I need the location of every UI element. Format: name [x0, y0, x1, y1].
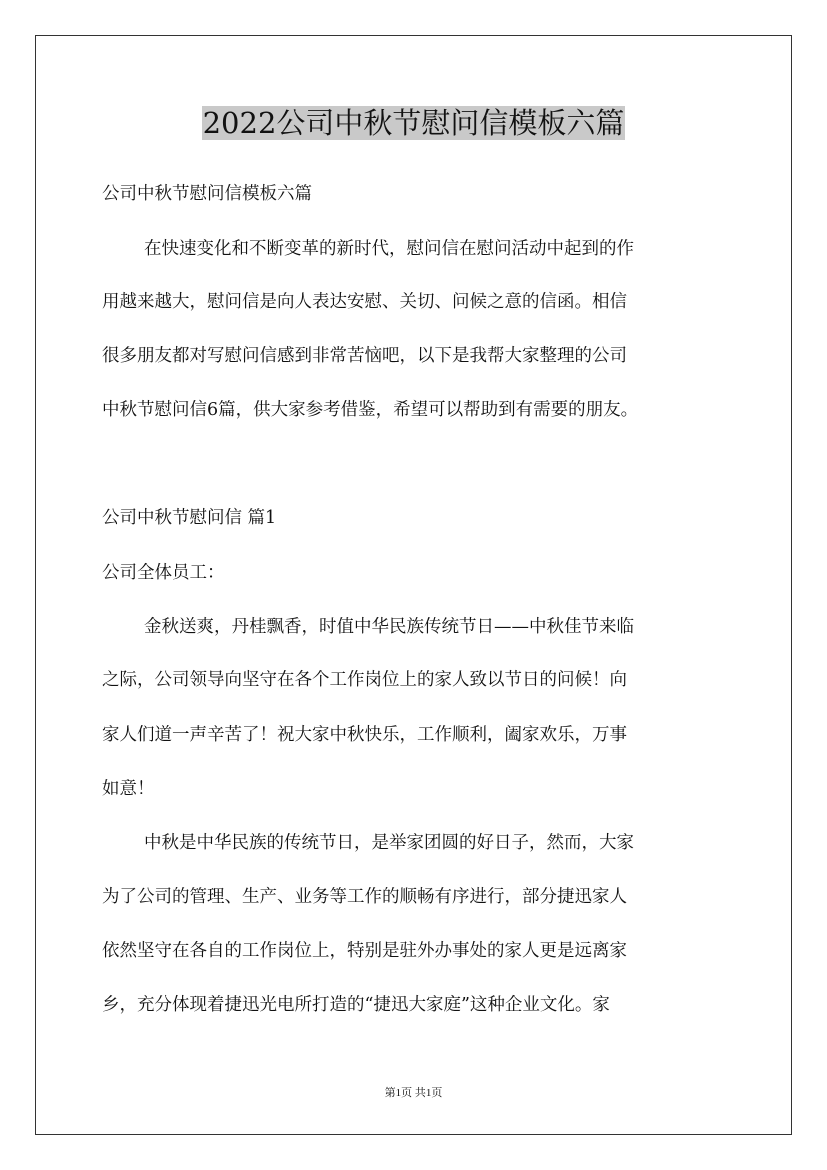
paragraph-line: 金秋送爽，丹桂飘香，时值中华民族传统节日——中秋佳节来临 — [144, 617, 634, 637]
intro-line: 在快速变化和不断变革的新时代，慰问信在慰问活动中起到的作 — [144, 239, 634, 259]
document-title-text: 2022公司中秋节慰问信模板六篇 — [202, 106, 625, 140]
intro-line: 用越来越大，慰问信是向人表达安慰、关切、问候之意的信函。相信 — [102, 292, 627, 312]
page-footer: 第1页 共1页 — [384, 1087, 443, 1099]
document-title — [0, 103, 827, 143]
intro-line: 中秋节慰问信6篇，供大家参考借鉴，希望可以帮助到有需要的朋友。 — [102, 400, 639, 420]
paragraph-line: 乡，充分体现着捷迅光电所打造的“捷迅大家庭”这种企业文化。家 — [102, 995, 610, 1015]
paragraph-line: 依然坚守在各自的工作岗位上，特别是驻外办事处的家人更是远离家 — [102, 941, 627, 961]
salutation: 公司全体员工： — [102, 563, 225, 583]
paragraph-line: 中秋是中华民族的传统节日，是举家团圆的好日子，然而，大家 — [144, 833, 634, 853]
paragraph-line: 为了公司的管理、生产、业务等工作的顺畅有序进行，部分捷迅家人 — [102, 887, 627, 907]
section-heading: 公司中秋节慰问信 篇1 — [102, 508, 277, 528]
paragraph-line: 家人们道一声辛苦了！祝大家中秋快乐，工作顺利，阖家欢乐，万事 — [102, 725, 627, 745]
paragraph-line: 如意！ — [102, 779, 155, 799]
intro-line: 很多朋友都对写慰问信感到非常苦恼吧，以下是我帮大家整理的公司 — [102, 346, 627, 366]
paragraph-line: 之际，公司领导向坚守在各个工作岗位上的家人致以节日的问候！向 — [102, 670, 627, 690]
document-subtitle: 公司中秋节慰问信模板六篇 — [102, 184, 312, 204]
